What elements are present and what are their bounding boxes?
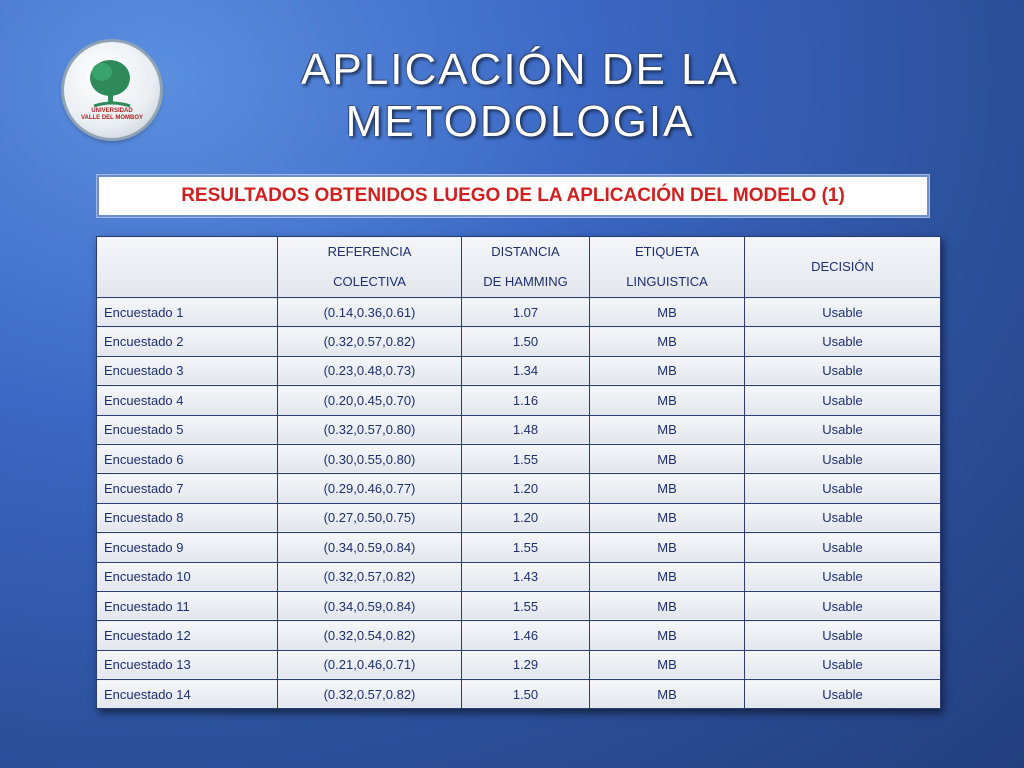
slide-title	[260, 44, 780, 148]
cell-referencia: (0.32,0.57,0.82)	[278, 327, 462, 356]
subtitle: RESULTADOS OBTENIDOS LUEGO DE LA APLICACIÓN DEL MODELO (1)	[181, 185, 845, 206]
cell-encuestado: Encuestado 4	[97, 386, 278, 415]
cell-distancia: 1.55	[462, 533, 590, 562]
header-line: LINGUISTICA	[626, 274, 708, 289]
cell-etiqueta: MB	[590, 621, 745, 650]
table-row	[97, 591, 941, 620]
cell-distancia: 1.20	[462, 474, 590, 503]
cell-referencia: (0.32,0.57,0.80)	[278, 415, 462, 444]
cell-referencia: (0.32,0.57,0.82)	[278, 680, 462, 709]
cell-encuestado: Encuestado 12	[97, 621, 278, 650]
cell-etiqueta: MB	[590, 444, 745, 473]
cell-etiqueta: MB	[590, 298, 745, 327]
cell-encuestado: Encuestado 2	[97, 327, 278, 356]
cell-distancia: 1.16	[462, 386, 590, 415]
results-table-container	[96, 236, 940, 709]
cell-encuestado: Encuestado 6	[97, 444, 278, 473]
cell-decision: Usable	[745, 415, 941, 444]
cell-distancia: 1.50	[462, 680, 590, 709]
cell-distancia: 1.55	[462, 444, 590, 473]
header-line: DISTANCIA	[491, 244, 560, 259]
cell-encuestado: Encuestado 5	[97, 415, 278, 444]
cell-decision: Usable	[745, 356, 941, 385]
header-empty	[97, 237, 278, 298]
cell-etiqueta: MB	[590, 650, 745, 679]
cell-referencia: (0.34,0.59,0.84)	[278, 533, 462, 562]
cell-decision: Usable	[745, 680, 941, 709]
cell-etiqueta: MB	[590, 533, 745, 562]
tree-icon	[64, 42, 160, 138]
university-logo	[64, 42, 160, 138]
table-row	[97, 356, 941, 385]
table-header-row	[97, 237, 941, 298]
table-row	[97, 298, 941, 327]
table-row	[97, 503, 941, 532]
cell-encuestado: Encuestado 10	[97, 562, 278, 591]
cell-etiqueta: MB	[590, 680, 745, 709]
cell-etiqueta: MB	[590, 415, 745, 444]
cell-etiqueta: MB	[590, 503, 745, 532]
table-row	[97, 327, 941, 356]
cell-referencia: (0.23,0.48,0.73)	[278, 356, 462, 385]
cell-referencia: (0.30,0.55,0.80)	[278, 444, 462, 473]
table-row	[97, 415, 941, 444]
cell-decision: Usable	[745, 444, 941, 473]
table-row	[97, 474, 941, 503]
table-row	[97, 621, 941, 650]
header-line: ETIQUETA	[634, 244, 700, 259]
cell-etiqueta: MB	[590, 327, 745, 356]
cell-distancia: 1.55	[462, 591, 590, 620]
header-distancia-hamming	[462, 237, 590, 298]
cell-encuestado: Encuestado 3	[97, 356, 278, 385]
cell-distancia: 1.20	[462, 503, 590, 532]
header-line: COLECTIVA	[333, 274, 406, 289]
cell-referencia: (0.34,0.59,0.84)	[278, 591, 462, 620]
cell-decision: Usable	[745, 327, 941, 356]
cell-referencia: (0.27,0.50,0.75)	[278, 503, 462, 532]
cell-referencia: (0.14,0.36,0.61)	[278, 298, 462, 327]
table-row	[97, 680, 941, 709]
table-row	[97, 650, 941, 679]
cell-encuestado: Encuestado 8	[97, 503, 278, 532]
cell-distancia: 1.43	[462, 562, 590, 591]
header-line: DECISIÓN	[811, 259, 874, 274]
cell-referencia: (0.20,0.45,0.70)	[278, 386, 462, 415]
cell-decision: Usable	[745, 386, 941, 415]
table-body	[97, 298, 941, 709]
cell-etiqueta: MB	[590, 386, 745, 415]
table-row	[97, 533, 941, 562]
header-referencia-colectiva	[278, 237, 462, 298]
cell-encuestado: Encuestado 7	[97, 474, 278, 503]
header-decision	[745, 237, 941, 298]
results-table	[96, 236, 941, 709]
cell-decision: Usable	[745, 474, 941, 503]
table-row	[97, 444, 941, 473]
cell-etiqueta: MB	[590, 474, 745, 503]
cell-distancia: 1.50	[462, 327, 590, 356]
cell-distancia: 1.48	[462, 415, 590, 444]
cell-encuestado: Encuestado 1	[97, 298, 278, 327]
table-row	[97, 386, 941, 415]
cell-encuestado: Encuestado 11	[97, 591, 278, 620]
cell-referencia: (0.29,0.46,0.77)	[278, 474, 462, 503]
cell-decision: Usable	[745, 503, 941, 532]
cell-distancia: 1.46	[462, 621, 590, 650]
title-line-1: APLICACIÓN DE LA	[301, 45, 739, 94]
cell-encuestado: Encuestado 13	[97, 650, 278, 679]
cell-referencia: (0.32,0.57,0.82)	[278, 562, 462, 591]
cell-distancia: 1.34	[462, 356, 590, 385]
cell-decision: Usable	[745, 298, 941, 327]
cell-referencia: (0.21,0.46,0.71)	[278, 650, 462, 679]
cell-decision: Usable	[745, 533, 941, 562]
header-line: REFERENCIA	[327, 244, 412, 259]
table-row	[97, 562, 941, 591]
subtitle-box	[96, 174, 930, 218]
cell-encuestado: Encuestado 9	[97, 533, 278, 562]
cell-decision: Usable	[745, 591, 941, 620]
title-line-2: METODOLOGIA	[345, 97, 695, 146]
header-line: DE HAMMING	[483, 274, 568, 289]
cell-decision: Usable	[745, 562, 941, 591]
cell-etiqueta: MB	[590, 591, 745, 620]
cell-distancia: 1.07	[462, 298, 590, 327]
cell-decision: Usable	[745, 650, 941, 679]
logo-line-2: VALLE DEL MOMBOY	[80, 115, 144, 121]
header-etiqueta-linguistica	[590, 237, 745, 298]
cell-etiqueta: MB	[590, 356, 745, 385]
cell-decision: Usable	[745, 621, 941, 650]
cell-referencia: (0.32,0.54,0.82)	[278, 621, 462, 650]
cell-distancia: 1.29	[462, 650, 590, 679]
cell-encuestado: Encuestado 14	[97, 680, 278, 709]
cell-etiqueta: MB	[590, 562, 745, 591]
logo-line-1: UNIVERSIDAD	[91, 108, 133, 114]
